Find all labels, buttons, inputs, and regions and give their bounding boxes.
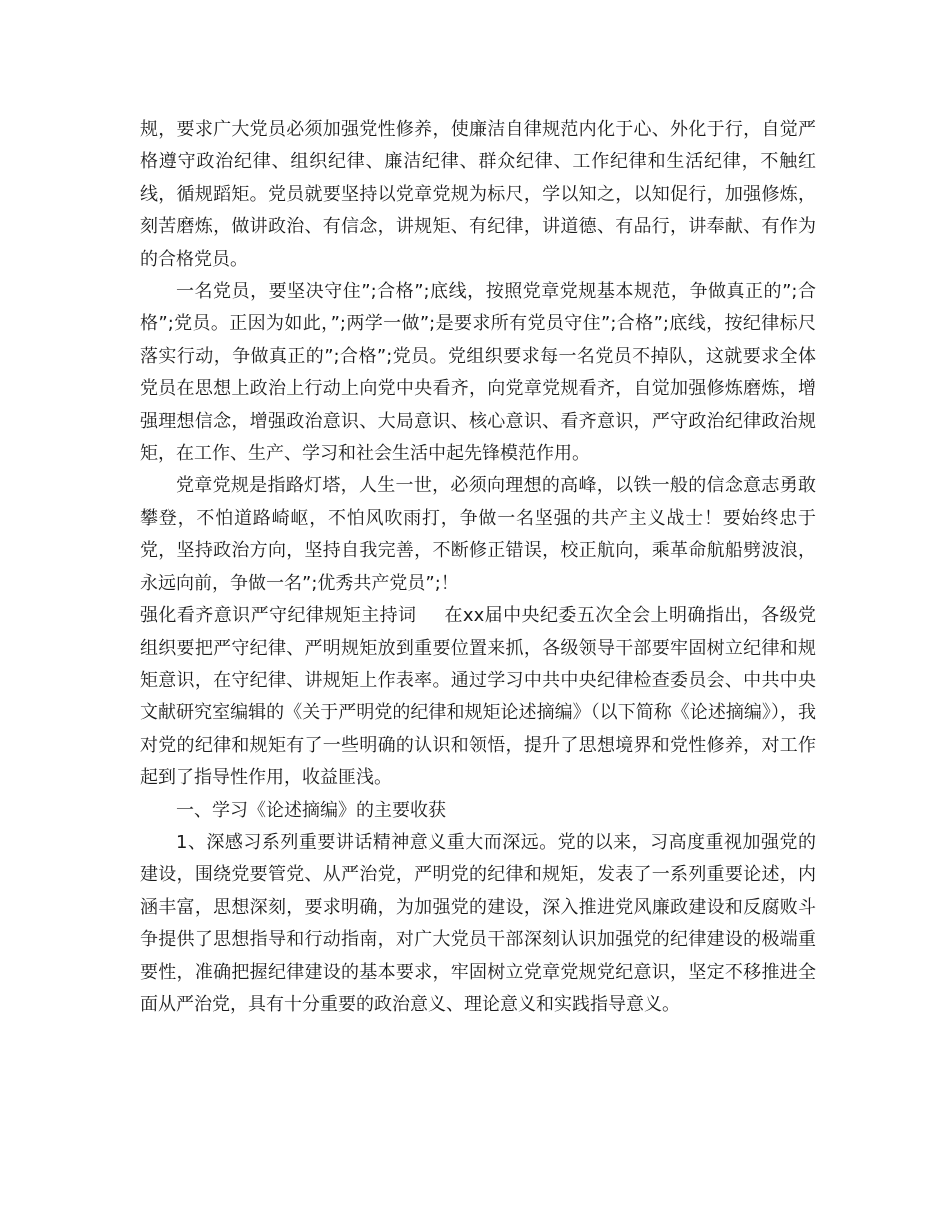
paragraph-point-1: 1、深感习系列重要讲话精神意义重大而深远。党的以来，习高度重视加强党的建设，围绕党要管党、从严治党，严明党的纪律和规矩，发表了一系列重要论述，内涵丰富，思想深刻，要求明确，为加强党的建设，深入推进党风廉政建设和反腐败斗争提供了思想指导和行动指南，对广大党员干部深刻认识加强党的纪律建设的极端重要性，准确把握纪律建设的基本要求，牢固树立党章党规党纪意识，坚定不移推进全面从严治党，具有十分重要的政治意义、理论意义和实践指导意义。 <box>140 831 816 1015</box>
section-title: 强化看齐意识严守纪律规矩主持词 <box>140 605 417 627</box>
heading-main-gains: 一、学习《论述摘编》的主要收获 <box>176 799 446 821</box>
section-intro-text: 在xx届中央纪委五次全会上明确指出，各级党组织要把严守纪律、严明规矩放到重要位置来抓，各级领导干部要牢固树立纪律和规矩意识，在守纪律、讲规矩上作表率。通过学习中共中央纪律检查委员会、中共中央文献研究室编辑的《关于严明党的纪律和规矩论述摘编》（以下简称《论述摘编》），我对党的纪律和规矩有了一些明确的认识和领悟，提升了思想境界和党性修养，对工作起到了指导性作用，收益匪浅。 <box>140 605 816 789</box>
paragraph-qualified-member: 一名党员，要坚决守住”;合格”;底线，按照党章党规基本规范，争做真正的”;合格”;党员。正因为如此，”;两学一做”;是要求所有党员守住”;合格”;底线，按纪律标尺落实行动，争做真正的”;合格”;党员。党组织要求每一名党员不掉队，这就要求全体党员在思想上政治上行动上向党中央看齐，向党章党规看齐，自觉加强修炼磨炼，增强理想信念，增强政治意识、大局意识、核心意识、看齐意识，严守政治纪律政治规矩，在工作、生产、学习和社会生活中起先锋模范作用。 <box>140 281 816 465</box>
paragraph-lighthouse: 党章党规是指路灯塔，人生一世，必须向理想的高峰，以铁一般的信念意志勇敢攀登，不怕道路崎岖，不怕风吹雨打，争做一名坚强的共产主义战士！要始终忠于党，坚持政治方向，坚持自我完善，不断修正错误，校正航向，乘革命航船劈波浪，永远向前，争做一名”;优秀共产党员”;！ <box>140 475 816 594</box>
document-page <box>140 114 816 1021</box>
section-intro-block <box>140 600 816 794</box>
paragraph-continuation: 规，要求广大党员必须加强党性修养，使廉洁自律规范内化于心、外化于行，自觉严格遵守政治纪律、组织纪律、廉洁纪律、群众纪律、工作纪律和生活纪律，不触红线，循规蹈矩。党员就要坚持以党章党规为标尺，学以知之，以知促行，加强修炼，刻苦磨炼，做讲政治、有信念，讲规矩、有纪律，讲道德、有品行，讲奉献、有作为的合格党员。 <box>140 119 816 270</box>
